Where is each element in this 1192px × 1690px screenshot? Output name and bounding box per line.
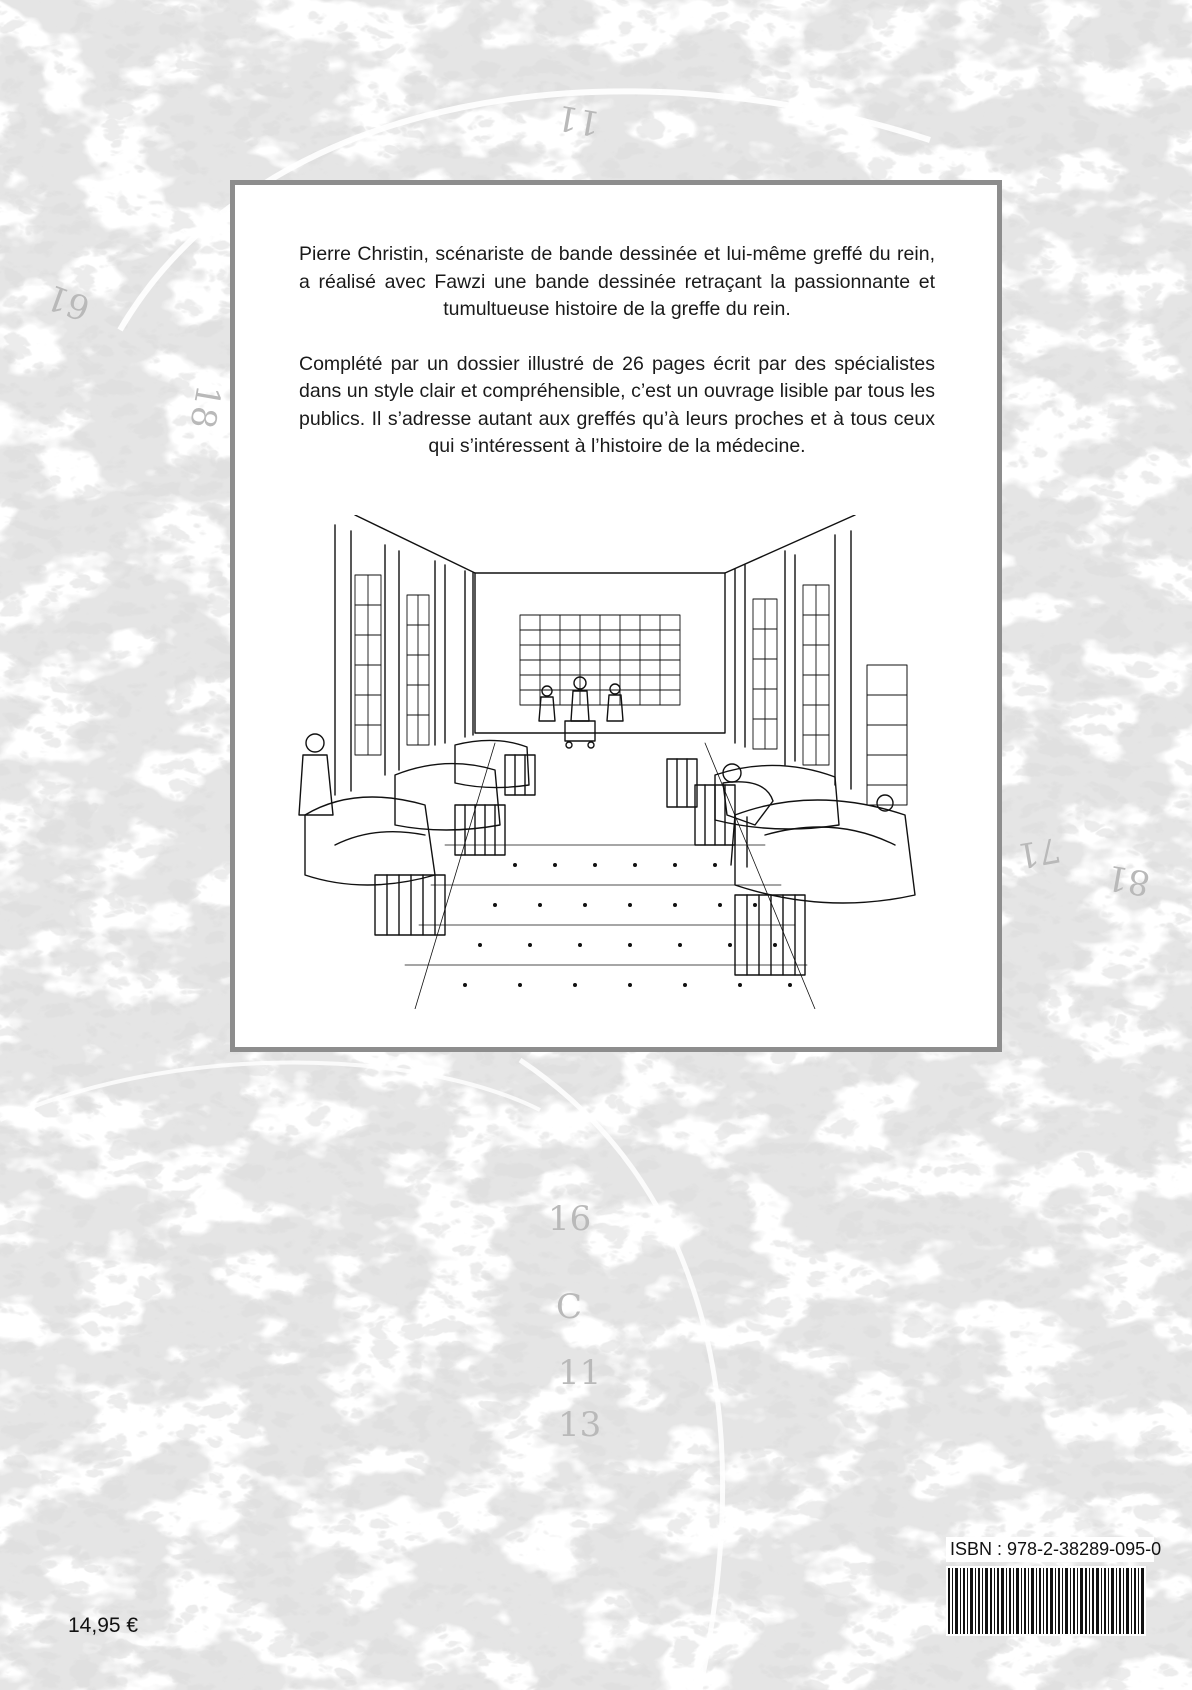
- blurb-text: [299, 241, 935, 488]
- blurb-paragraph-1: Pierre Christin, scénariste de bande dessinée et lui-même greffé du rein, a réalisé avec Fawzi une bande dessinée retraçant la passionnante et tumultueuse histoire de la greffe du rein.: [299, 243, 935, 320]
- blurb-paragraph-2: Complété par un dossier illustré de 26 pages écrit par des spécialistes dans un style clair et compréhensible, c’est un ouvrage lisible par tous les publics. Il s’adresse autant aux greffés qu’à leurs proches et à tous ceux qui s’intéressent à l’histoire de la médecine.: [299, 352, 935, 457]
- bg-number: 11: [553, 96, 604, 144]
- bg-number: 13: [558, 1405, 602, 1445]
- isbn-label: ISBN : 978-2-38289-095-0: [946, 1537, 1154, 1562]
- bg-number: 81: [1103, 856, 1154, 904]
- bg-number: 61: [41, 275, 96, 329]
- price-label: 14,95 €: [68, 1614, 139, 1637]
- bg-number: C: [556, 1287, 583, 1327]
- bg-number: 71: [1013, 828, 1064, 876]
- back-cover-panel: [230, 180, 1002, 1052]
- bg-number: 18: [181, 381, 229, 432]
- bg-number: 16: [548, 1199, 592, 1239]
- barcode: [946, 1566, 1146, 1636]
- bg-number: 11: [558, 1353, 602, 1393]
- hospital-ward-illustration: [295, 515, 931, 1009]
